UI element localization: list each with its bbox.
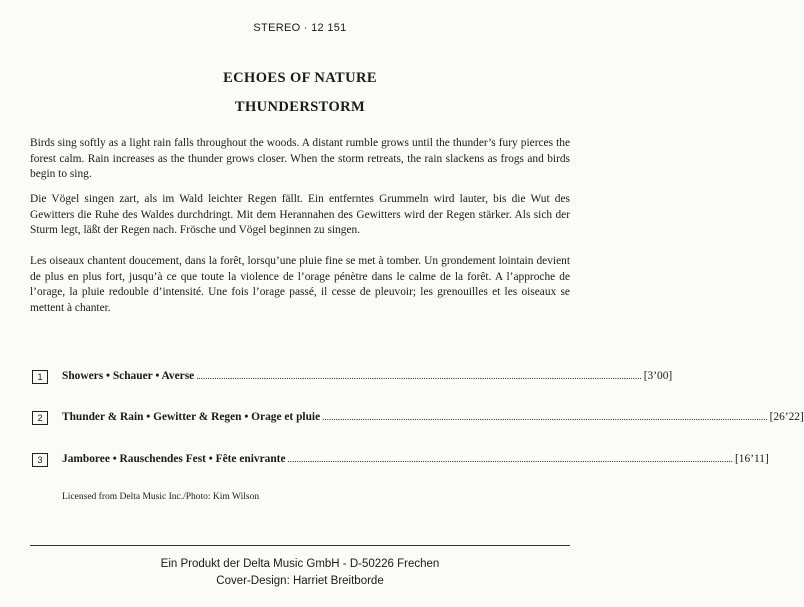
track-number: 2 <box>32 411 48 425</box>
track-number: 3 <box>32 453 48 467</box>
track-duration: [3’00] <box>643 370 673 382</box>
track-title: Thunder & Rain • Gewitter & Regen • Orage et pluie <box>62 411 321 423</box>
dot-leader: ...................................................................................................................................................................................................... <box>196 371 642 381</box>
track-number: 1 <box>32 370 48 384</box>
track-duration: [26’22] <box>769 411 804 423</box>
album-subtitle: THUNDERSTORM <box>234 99 366 115</box>
track-item <box>32 368 673 384</box>
dot-leader: ...................................................................................................................................................................................................... <box>322 412 768 422</box>
divider <box>30 545 570 546</box>
description-english: Birds sing softly as a light rain falls throughout the woods. A distant rumble grows until the thunder’s fury pierces the forest calm. Rain increases as the thunder grows closer. When the storm retreats, the rain slackens as frogs and birds begin to sing. <box>30 137 570 181</box>
catalog-number: STEREO · 12 151 <box>253 22 347 34</box>
producer-line: Ein Produkt der Delta Music GmbH - D-50226 Frechen <box>160 558 440 570</box>
track-title: Showers • Schauer • Averse <box>62 370 195 382</box>
description-german: Die Vögel singen zart, als im Wald leichter Regen fällt. Ein entferntes Grummeln wird lauter, bis die Wut des Gewitters die Ruhe des Waldes durchdringt. Mit dem Herannahen des Gewitters wird der Regen stärker. Als sich der Sturm legt, läßt der Regen nach. Frösche und Vögel beginnen zu singen. <box>30 193 570 237</box>
track-duration: [16’11] <box>735 453 769 465</box>
description-french: Les oiseaux chantent doucement, dans la forêt, lorsqu’une pluie fine se met à tomber. Un grondement lointain devient de plus en plus fort, jusqu’à ce que toute la violence de l’orage pénètre dans le calme de la forêt. A l’approche de l’orage, la pluie redouble d’intensité. Une fois l’orage passé, il cesse de pleuvoir; les grenouilles et les oiseaux se mettent à chanter. <box>30 255 570 314</box>
cover-design-line: Cover-Design: Harriet Breitborde <box>216 575 384 587</box>
track-item <box>32 409 804 425</box>
license-credit: Licensed from Delta Music Inc./Photo: Kim Wilson <box>62 492 260 502</box>
dot-leader: ...................................................................................................................................................................................................... <box>287 454 734 464</box>
track-title: Jamboree • Rauschendes Fest • Fête enivrante <box>62 453 286 465</box>
album-title: ECHOES OF NATURE <box>223 70 377 86</box>
track-item <box>32 451 769 467</box>
